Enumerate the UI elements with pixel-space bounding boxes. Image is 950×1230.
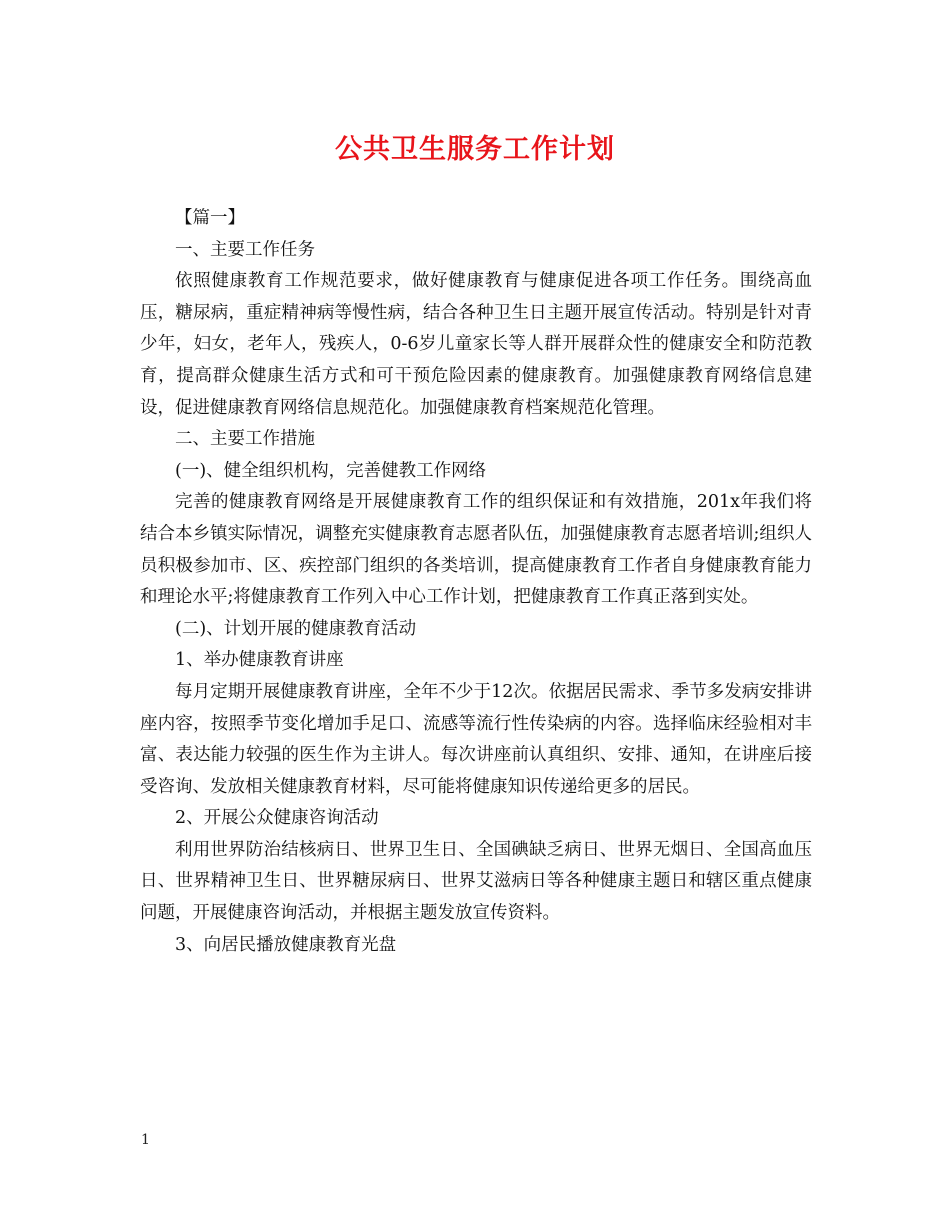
paragraph-main-tasks: 依照健康教育工作规范要求，做好健康教育与健康促进各项工作任务。围绕高血压，糖尿病，重症精神病等慢性病，结合各种卫生日主题开展宣传活动。特别是针对青少年，妇女，老年人，残疾人，0-6岁儿童家长等人群开展群众性的健康安全和防范教育，提高群众健康生活方式和可干预危险因素的健康教育。加强健康教育网络信息建设，促进健康教育网络信息规范化。加强健康教育档案规范化管理。: [140, 271, 812, 418]
document-body: [140, 203, 812, 961]
heading-main-measures: 二、主要工作措施: [175, 429, 315, 450]
section-marker: 【篇一】: [175, 208, 245, 228]
paragraph-organization: 完善的健康教育网络是开展健康教育工作的组织保证和有效措施，201x年我们将结合本乡镇实际情况，调整充实健康教育志愿者队伍，加强健康教育志愿者培训;组织人员积极参加市、区、疾控部门组织的各类培训，提高健康教育工作者自身健康教育能力和理论水平;将健康教育工作列入中心工作计划，把健康教育工作真正落到实处。: [140, 492, 812, 608]
item-video-discs: 3、向居民播放健康教育光盘: [175, 934, 397, 955]
item-consultation: 2、开展公众健康咨询活动: [175, 808, 379, 829]
item-lectures: 1、举办健康教育讲座: [175, 650, 344, 671]
paragraph-consultation: 利用世界防治结核病日、世界卫生日、全国碘缺乏病日、世界无烟日、全国高血压日、世界精神卫生日、世界糖尿病日、世界艾滋病日等各种健康主题日和辖区重点健康问题，开展健康咨询活动，并根据主题发放宣传资料。: [140, 839, 812, 924]
page-title: 公共卫生服务工作计划: [335, 134, 615, 165]
paragraph-lectures: 每月定期开展健康教育讲座，全年不少于12次。依据居民需求、季节多发病安排讲座内容，按照季节变化增加手足口、流感等流行性传染病的内容。选择临床经验相对丰富、表达能力较强的医生作为主讲人。每次讲座前认真组织、安排、通知，在讲座后接受咨询、发放相关健康教育材料，尽可能将健康知识传递给更多的居民。: [140, 681, 812, 797]
subheading-organization: (一)、健全组织机构，完善健教工作网络: [175, 460, 487, 481]
heading-main-tasks: 一、主要工作任务: [175, 239, 315, 260]
subheading-planned-activities: (二)、计划开展的健康教育活动: [175, 618, 417, 639]
page-number: 1: [141, 1132, 150, 1148]
